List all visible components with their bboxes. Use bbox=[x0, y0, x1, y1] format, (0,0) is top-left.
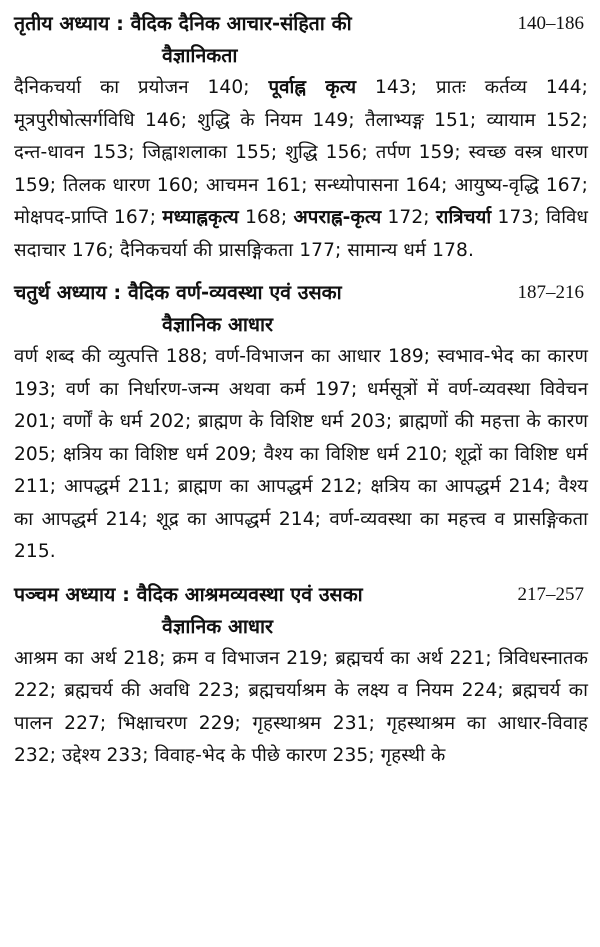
chapter-heading bbox=[14, 277, 588, 341]
topic-heading-bold: अपराह्न-कृत्य bbox=[293, 207, 382, 228]
topic-heading-bold: पूर्वाह्न कृत्य bbox=[268, 77, 357, 98]
chapter-topics bbox=[14, 341, 588, 569]
topic-heading-bold: रात्रिचर्या bbox=[435, 207, 492, 228]
chapter-topics bbox=[14, 643, 588, 773]
topic-text: 173; विविध सदाचार 176; दैनिकचर्या की प्रासङ्गिकता 177; सामान्य धर्म 178. bbox=[14, 207, 588, 261]
topic-text: 168; bbox=[238, 207, 294, 228]
topic-text: आश्रम का अर्थ 218; क्रम व विभाजन 219; ब्रह्मचर्य का अर्थ 221; त्रिविधस्नातक 222; ब्रह्मचर्य की अवधि 223; ब्रह्मचर्याश्रम के लक्ष्य व नियम 224; ब्रह्मचर्य का पालन 227; भिक्षाचरण 229; गृहस्थाश्रम 231; गृहस्थाश्रम का आधार-विवाह 232; उद्देश्य 233; विवाह-भेद के पीछे कारण 235; गृहस्थी के bbox=[14, 647, 588, 766]
chapter-title bbox=[14, 277, 588, 341]
chapter-title-line-1: पञ्चम अध्याय : वैदिक आश्रमव्यवस्था एवं उसका bbox=[14, 582, 363, 606]
chapter-title bbox=[14, 579, 588, 643]
chapter-title-line-2: वैज्ञानिकता bbox=[162, 44, 238, 67]
chapter-title bbox=[14, 8, 588, 72]
page-range: 217–257 bbox=[517, 583, 584, 605]
chapter-topics bbox=[14, 72, 588, 267]
chapter-title-line-1: तृतीय अध्याय : वैदिक दैनिक आचार-संहिता की bbox=[14, 12, 352, 35]
topic-text: 143; प्रातः कर्तव्य 144; मूत्रपुरीषोत्सर्गविधि 146; शुद्धि के नियम 149; तैलाभ्यङ्ग 151; व्यायाम 152; दन्त-धावन 153; जिह्वाशलाका 155; शुद्धि 156; तर्पण 159; स्वच्छ वस्त्र धारण 159; तिलक धारण 160; आचमन 161; सन्ध्योपासना 164; आयुष्य-वृद्धि 167; मोक्षपद-प्राप्ति 167; bbox=[14, 77, 588, 228]
page-range: 187–216 bbox=[517, 282, 584, 303]
chapter-title-line-2: वैज्ञानिक आधार bbox=[162, 614, 273, 638]
topic-text: वर्ण शब्द की व्युत्पत्ति 188; वर्ण-विभाजन का आधार 189; स्वभाव-भेद का कारण 193; वर्ण का निर्धारण-जन्म अथवा कर्म 197; धर्मसूत्रों में वर्ण-व्यवस्था विवेचन 201; वर्णों के धर्म 202; ब्राह्मण के विशिष्ट धर्म 203; ब्राह्मणों की महत्ता के कारण 205; क्षत्रिय का विशिष्ट धर्म 209; वैश्य का विशिष्ट धर्म 210; शूद्रों का विशिष्ट धर्म 211; आपद्धर्म 211; ब्राह्मण का आपद्धर्म 212; क्षत्रिय का आपद्धर्म 214; वैश्य का आपद्धर्म 214; शूद्र का आपद्धर्म 214; वर्ण-व्यवस्था का महत्त्व व प्रासङ्गिकता 215. bbox=[14, 346, 588, 562]
chapter-title-line-1: चतुर्थ अध्याय : वैदिक वर्ण-व्यवस्था एवं उसका bbox=[14, 281, 342, 304]
chapter-5 bbox=[14, 579, 588, 773]
chapter-3 bbox=[14, 8, 588, 267]
chapter-title-line-2: वैज्ञानिक आधार bbox=[162, 313, 273, 336]
chapter-heading bbox=[14, 8, 588, 72]
chapter-4 bbox=[14, 277, 588, 569]
topic-text: 172; bbox=[381, 207, 436, 228]
chapter-heading bbox=[14, 579, 588, 643]
page-range: 140–186 bbox=[517, 13, 584, 34]
topic-text: दैनिकचर्या का प्रयोजन 140; bbox=[14, 77, 269, 98]
topic-heading-bold: मध्याह्नकृत्य bbox=[162, 207, 239, 228]
